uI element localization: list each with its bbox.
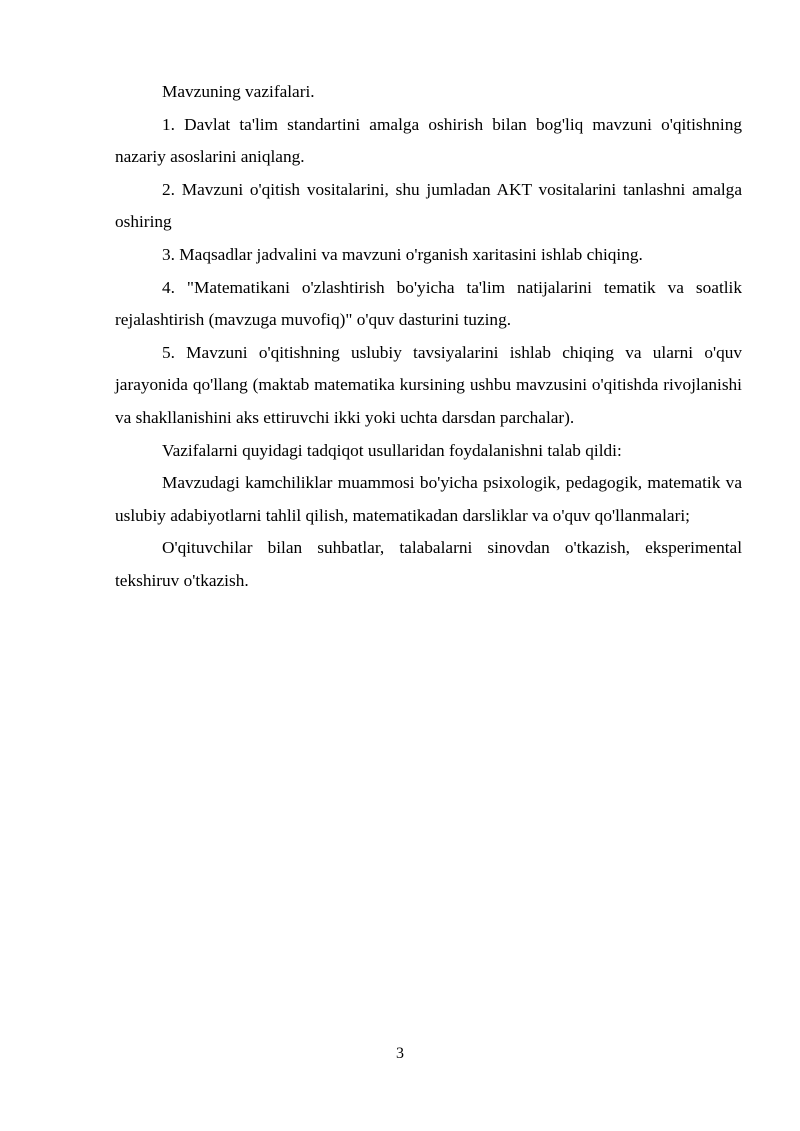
task-item-2: 2. Mavzuni o'qitish vositalarini, shu jumladan AKT vositalarini tanlashni amalga oshiring [115,179,742,232]
document-body [115,76,742,598]
method-item-2: O'qituvchilar bilan suhbatlar, talabalarni sinovdan o'tkazish, eksperimental tekshiruv o'tkazish. [115,538,742,590]
section-heading: Mavzuning vazifalari. [162,82,315,101]
task-item-3: 3. Maqsadlar jadvalini va mavzuni o'rganish xaritasini ishlab chiqing. [162,244,643,264]
task-item-4: 4. "Matematikani o'zlashtirish bo'yicha ta'lim natijalarini tematik va soatlik rejalashtirish (mavzuga muvofiq)" o'quv dasturini tuzing. [115,277,742,330]
task-item-1: 1. Davlat ta'lim standartini amalga oshirish bilan bog'liq mavzuni o'qitishning nazariy asoslarini aniqlang. [115,114,742,167]
methods-intro: Vazifalarni quyidagi tadqiqot usullaridan foydalanishni talab qildi: [162,440,622,460]
task-item-5: 5. Mavzuni o'qitishning uslubiy tavsiyalarini ishlab chiqing va ularni o'quv jarayonida qo'llang (maktab matematika kursining ushbu mavzusini o'qitishda rivojlanishi va shakllanishini aks ettiruvchi ikki yoki uchta darsdan parchalar). [115,342,742,427]
page-number: 3 [396,1045,404,1062]
method-item-1: Mavzudagi kamchiliklar muammosi bo'yicha psixologik, pedagogik, matematik va uslubiy adabiyotlarni tahlil qilish, matematikadan darsliklar va o'quv qo'llanmalari; [115,473,742,525]
